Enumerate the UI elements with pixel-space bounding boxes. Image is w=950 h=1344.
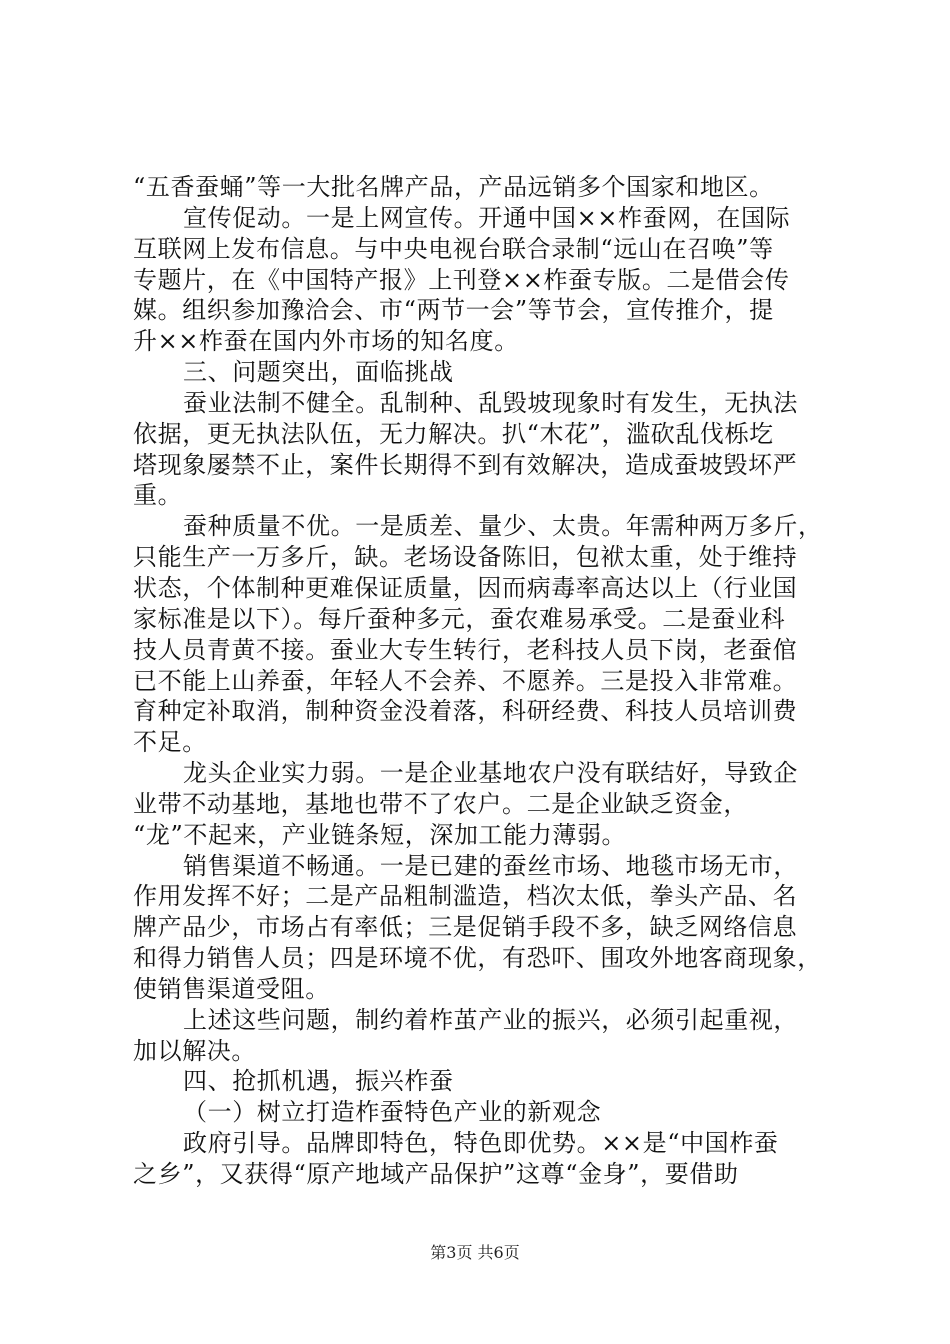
text-line-4: 专题片，在《中国特产报》上刊登××柞蚕专版。二是借会传 <box>133 266 790 294</box>
page-number-footer: 第3页 共6页 <box>430 1243 520 1262</box>
text-line-9: 依据，更无执法队伍，无力解决。扒“木花”，滥砍乱伐栎圪 <box>133 420 774 448</box>
text-line-30: 四、抢抓机遇，振兴柞蚕 <box>183 1067 454 1095</box>
text-line-6: 升××柞蚕在国内外市场的知名度。 <box>133 327 519 355</box>
text-line-8: 蚕业法制不健全。乱制种、乱毁坡现象时有发生，无执法 <box>183 389 798 417</box>
text-line-25: 牌产品少，市场占有率低；三是促销手段不多，缺乏网络信息 <box>133 913 798 941</box>
text-line-31: （一）树立打造柞蚕特色产业的新观念 <box>183 1098 602 1126</box>
text-line-27: 使销售渠道受阻。 <box>133 975 330 1003</box>
text-line-3: 互联网上发布信息。与中央电视台联合录制“远山在召唤”等 <box>133 235 774 263</box>
text-line-21: 业带不动基地，基地也带不了农户。二是企业缺乏资金， <box>133 790 748 818</box>
text-line-7: 三、问题突出，面临挑战 <box>183 358 454 386</box>
text-line-29: 加以解决。 <box>133 1037 256 1065</box>
text-line-11: 重。 <box>133 481 183 509</box>
text-line-20: 龙头企业实力弱。一是企业基地农户没有联结好，导致企 <box>183 759 798 787</box>
text-line-16: 技人员青黄不接。蚕业大专生转行，老科技人员下岗，老蚕倌 <box>133 636 798 664</box>
text-line-23: 销售渠道不畅通。一是已建的蚕丝市场、地毯市场无市， <box>183 852 798 880</box>
text-line-5: 媒。组织参加豫洽会、市“两节一会”等节会，宣传推介，提 <box>133 296 774 324</box>
text-line-19: 不足。 <box>133 728 207 756</box>
text-line-18: 育种定补取消，制种资金没着落，科研经费、科技人员培训费 <box>133 697 798 725</box>
text-line-1: “五香蚕蛹”等一大批名牌产品，产品远销多个国家和地区。 <box>133 173 774 201</box>
text-line-13: 只能生产一万多斤，缺。老场设备陈旧，包袱太重，处于维持 <box>133 543 798 571</box>
text-line-10: 塔现象屡禁不止，案件长期得不到有效解决，造成蚕坡毁坏严 <box>133 451 798 479</box>
text-line-33: 之乡”，又获得“原产地域产品保护”这尊“金身”，要借助 <box>133 1160 739 1188</box>
text-line-24: 作用发挥不好；二是产品粗制滥造，档次太低，拳头产品、名 <box>133 882 798 910</box>
text-line-28: 上述这些问题，制约着柞茧产业的振兴，必须引起重视， <box>183 1006 798 1034</box>
text-line-12: 蚕种质量不优。一是质差、量少、太贵。年需种两万多斤， <box>183 512 823 540</box>
text-line-2: 宣传促动。一是上网宣传。开通中国××柞蚕网，在国际 <box>183 204 791 232</box>
text-line-14: 状态，个体制种更难保证质量，因而病毒率高达以上（行业国 <box>133 574 798 602</box>
text-line-22: “龙”不起来，产业链条短，深加工能力薄弱。 <box>133 821 627 849</box>
text-line-26: 和得力销售人员；四是环境不优，有恐吓、围攻外地客商现象， <box>133 944 822 972</box>
text-line-15: 家标准是以下）。每斤蚕种多元，蚕农难易承受。二是蚕业科 <box>133 605 786 633</box>
text-line-17: 已不能上山养蚕，年轻人不会养、不愿养。三是投入非常难。 <box>133 667 798 695</box>
text-line-32: 政府引导。品牌即特色，特色即优势。××是“中国柞蚕 <box>183 1129 779 1157</box>
